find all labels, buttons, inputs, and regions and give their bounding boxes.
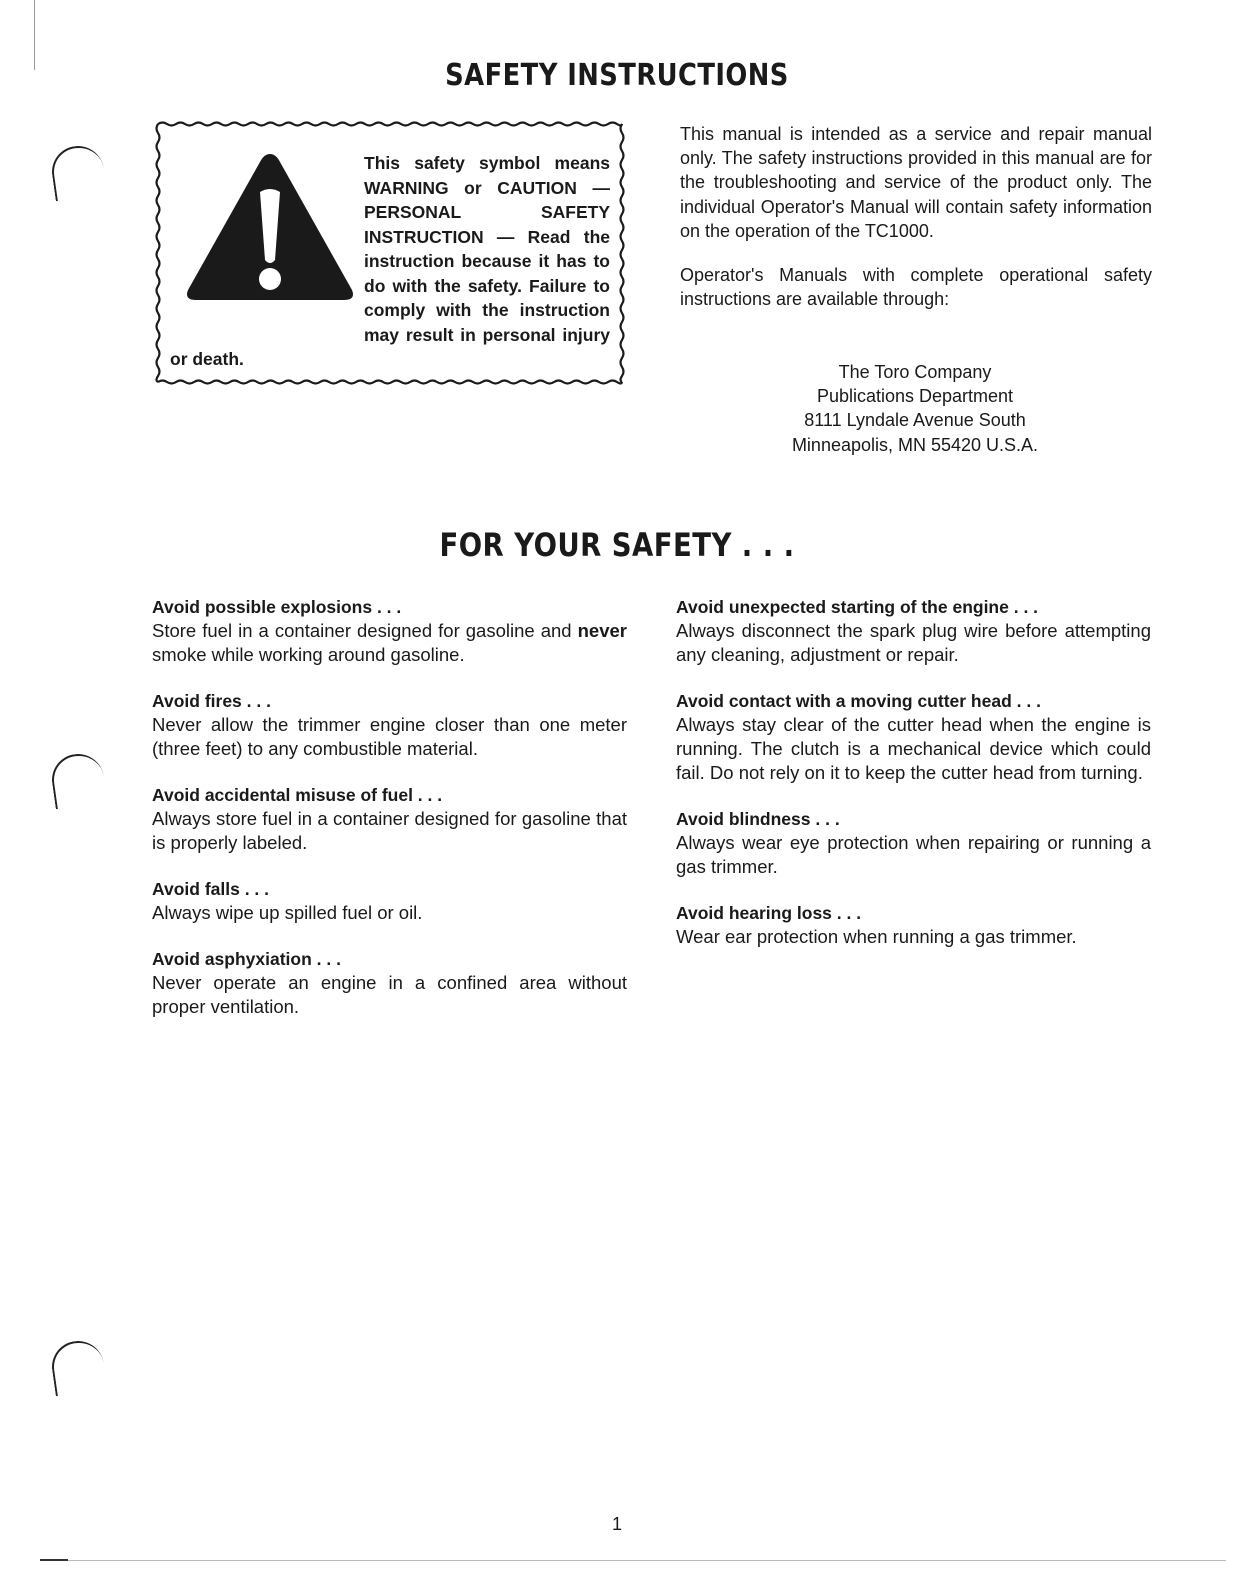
item-body: Wear ear protection when running a gas trimmer.: [676, 926, 1077, 947]
intro-column: [680, 122, 1152, 331]
binder-hole-mark: [49, 143, 108, 202]
wavy-border-edge: [621, 124, 624, 382]
bottom-rule: [40, 1560, 1226, 1561]
safety-item-blindness: [676, 807, 1151, 879]
item-heading: Avoid blindness . . .: [676, 809, 840, 829]
item-body: Always disconnect the spark plug wire before attempting any cleaning, adjustment or repair.: [676, 620, 1151, 665]
safety-item-asphyxiation: [152, 947, 627, 1019]
item-body: Always wipe up spilled fuel or oil.: [152, 902, 423, 923]
binder-hole-mark: [49, 1338, 108, 1397]
item-heading: Avoid falls . . .: [152, 879, 270, 899]
page-number: 1: [611, 1514, 622, 1534]
safety-item-cutter-head: [676, 689, 1151, 785]
intro-paragraph: This manual is intended as a service and repair manual only. The safety instructions provided in this manual are for the troubleshooting and service of the product only. The individual Operator's Manual will contain safety information on the operation of the TC1000.: [680, 124, 1152, 241]
item-heading: Avoid fires . . .: [152, 691, 271, 711]
item-body: Always wear eye protection when repairing or running a gas trimmer.: [676, 832, 1151, 877]
section-title: FOR YOUR SAFETY . . .: [439, 526, 795, 564]
page-title: SAFETY INSTRUCTIONS: [445, 58, 789, 93]
safety-item-falls: [152, 877, 627, 925]
intro-paragraph: Operator's Manuals with complete operational safety instructions are available through:: [680, 265, 1152, 310]
safety-column-right: [676, 595, 1151, 971]
safety-item-fires: [152, 689, 627, 761]
item-heading: Avoid unexpected starting of the engine . . .: [676, 597, 1039, 617]
bottom-rule-mark: [40, 1559, 68, 1561]
wavy-border-edge: [158, 123, 622, 126]
safety-item-hearing-loss: [676, 901, 1151, 949]
item-body: Always store fuel in a container designed for gasoline that is properly labeled.: [152, 808, 627, 853]
warning-text: This safety symbol means WARNING or CAUTION — PERSONAL SAFETY INSTRUCTION — Read the instruction because it has to do with the safety. Failure to comply with the instruction may result in personal injury or death.: [170, 153, 610, 369]
item-heading: Avoid possible explosions . . .: [152, 597, 402, 617]
wavy-border-edge: [157, 124, 160, 382]
safety-item-fuel-misuse: [152, 783, 627, 855]
item-body: Always stay clear of the cutter head when the engine is running. The clutch is a mechanical device which could fail. Do not rely on it to keep the cutter head from turning.: [676, 714, 1151, 783]
item-body: Never operate an engine in a confined area without proper ventilation.: [152, 972, 627, 1017]
address-line: The Toro Company: [838, 362, 992, 382]
wavy-border-edge: [158, 381, 622, 384]
item-heading: Avoid asphyxiation . . .: [152, 949, 341, 969]
item-heading: Avoid hearing loss . . .: [676, 903, 862, 923]
item-body: Store fuel in a container designed for gasoline and never smoke while working around gasoline.: [152, 620, 627, 665]
item-heading: Avoid contact with a moving cutter head . . .: [676, 691, 1041, 711]
binder-hole-mark: [49, 751, 108, 810]
safety-item-explosions: [152, 595, 627, 667]
page-edge-line: [34, 0, 35, 70]
safety-item-unexpected-start: [676, 595, 1151, 667]
address-block: [730, 360, 1100, 457]
address-line: Minneapolis, MN 55420 U.S.A.: [791, 434, 1039, 455]
item-body: Never allow the trimmer engine closer than one meter (three feet) to any combustible material.: [152, 714, 627, 759]
address-line: 8111 Lyndale Avenue South: [804, 410, 1026, 431]
item-heading: Avoid accidental misuse of fuel . . .: [152, 785, 443, 805]
address-line: Publications Department: [816, 386, 1014, 407]
safety-column-left: [152, 595, 627, 1041]
warning-box: [152, 118, 628, 388]
